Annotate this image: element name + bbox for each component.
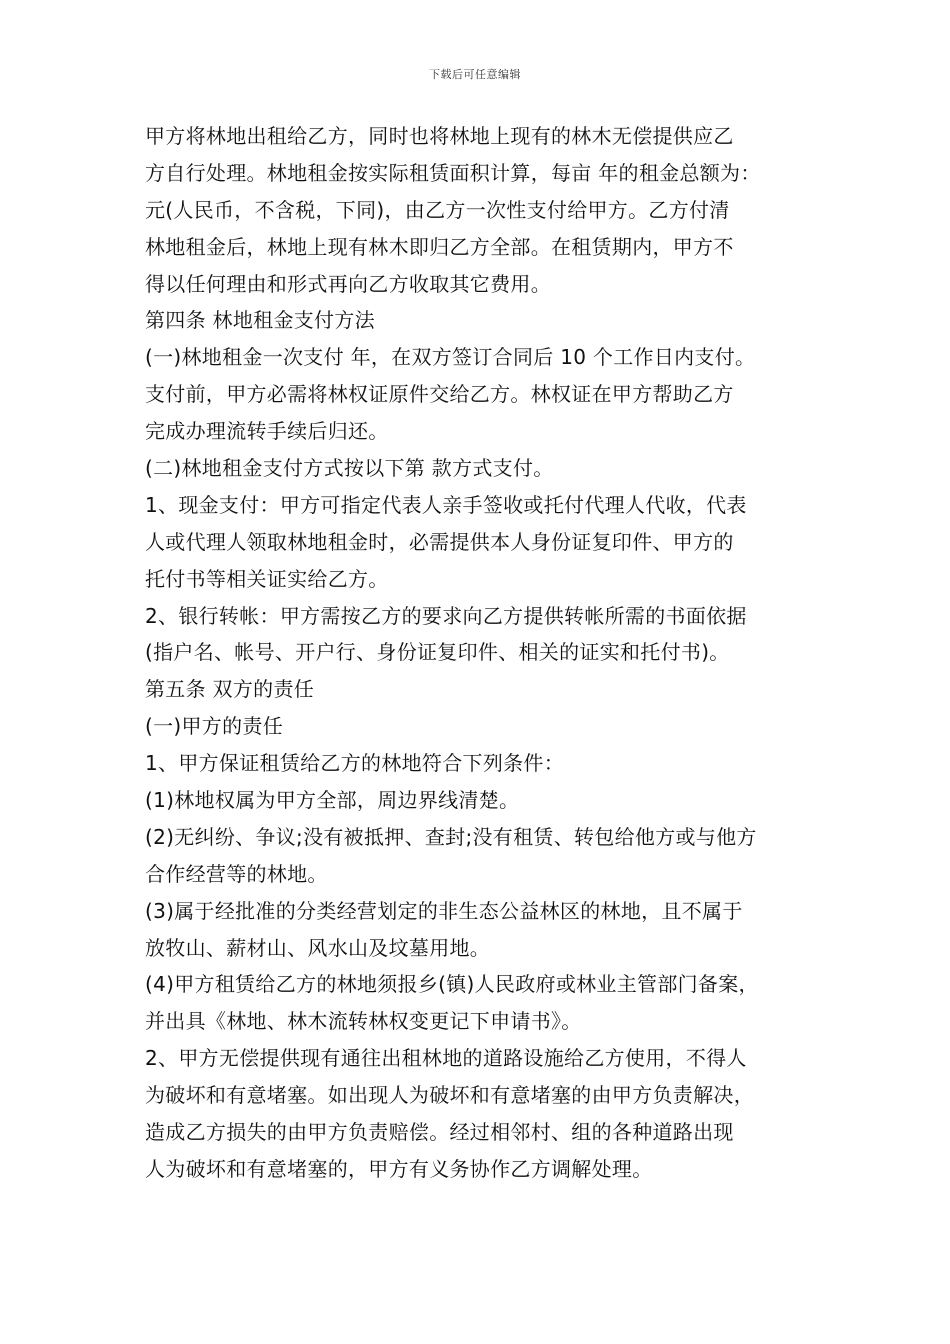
text-line: (一)林地租金一次支付 年，在双方签订合同后 10 个工作日内支付。 — [145, 345, 756, 370]
text-line: 支付前，甲方必需将林权证原件交给乙方。林权证在甲方帮助乙方 — [145, 382, 734, 407]
text-line: 1、现金支付：甲方可指定代表人亲手签收或托付代理人代收，代表 — [145, 492, 747, 517]
text-line: 人为破坏和有意堵塞的，甲方有义务协作乙方调解处理。 — [145, 1156, 653, 1181]
text-line: 完成办理流转手续后归还。 — [145, 419, 389, 444]
text-line: 托付书等相关证实给乙方。 — [145, 566, 389, 591]
text-line: 2、甲方无偿提供现有通往出租林地的道路设施给乙方使用，不得人 — [145, 1046, 747, 1071]
text-line: 合作经营等的林地。 — [145, 861, 328, 886]
text-line: 并出具《林地、林木流转林权变更记下申请书》。 — [145, 1009, 582, 1034]
text-line: 人或代理人领取林地租金时，必需提供本人身份证复印件、甲方的 — [145, 529, 734, 554]
subsection-heading: (一)甲方的责任 — [145, 714, 284, 739]
text-line: 2、银行转帐：甲方需按乙方的要求向乙方提供转帐所需的书面依据 — [145, 603, 747, 628]
text-line: 甲方将林地出租给乙方，同时也将林地上现有的林木无偿提供应乙 — [145, 124, 734, 148]
section-heading: 第四条 林地租金支付方法 — [145, 308, 375, 333]
text-line: (1)林地权属为甲方全部，周边界线清楚。 — [145, 788, 520, 813]
text-line: 为破坏和有意堵塞。如出现人为破坏和有意堵塞的由甲方负责解决， — [145, 1083, 754, 1108]
text-line: (3)属于经批准的分类经营划定的非生态公益林区的林地，且不属于 — [145, 898, 743, 923]
text-line: (4)甲方租赁给乙方的林地须报乡(镇)人民政府或林业主管部门备案， — [145, 972, 759, 997]
document-body — [145, 118, 810, 1188]
section-heading: 第五条 双方的责任 — [145, 677, 315, 702]
text-line: 林地租金后，林地上现有林木即归乙方全部。在租赁期内，甲方不 — [145, 234, 734, 259]
text-line: 1、甲方保证租赁给乙方的林地符合下列条件： — [145, 751, 565, 776]
text-line: 造成乙方损失的由甲方负责赔偿。经过相邻村、组的各种道路出现 — [145, 1120, 734, 1145]
text-line: 方自行处理。林地租金按实际租赁面积计算，每亩 年的租金总额为： — [145, 160, 761, 185]
page-header: 下载后可任意编辑 — [429, 68, 521, 81]
text-line: 元(人民币，不含税，下同)，由乙方一次性支付给甲方。乙方付清 — [145, 197, 730, 222]
text-line: 放牧山、薪材山、风水山及坟墓用地。 — [145, 935, 491, 960]
text-line: 得以任何理由和形式再向乙方收取其它费用。 — [145, 271, 551, 296]
text-line: (指户名、帐号、开户行、身份证复印件、相关的证实和托付书)。 — [145, 640, 730, 665]
text-line: (二)林地租金支付方式按以下第 款方式支付。 — [145, 456, 554, 481]
text-line: (2)无纠纷、争议;没有被抵押、查封;没有租赁、转包给他方或与他方 — [145, 824, 757, 849]
